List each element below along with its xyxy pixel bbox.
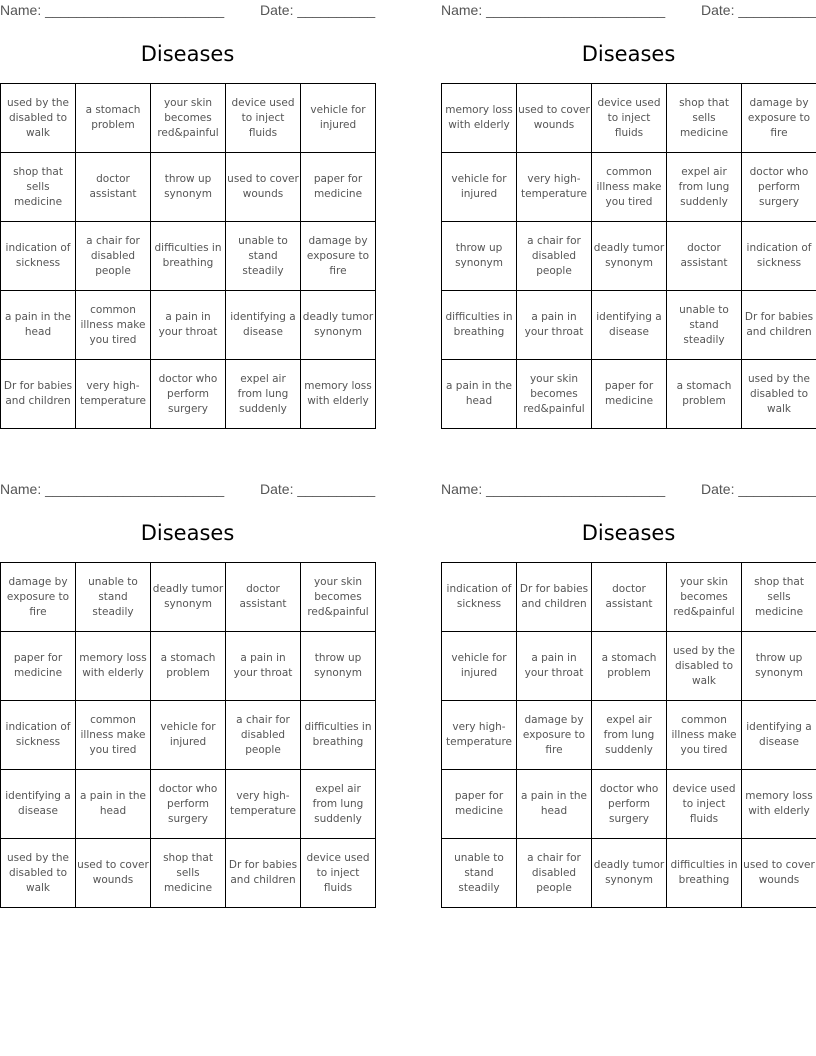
grid-cell: a pain in your throat bbox=[151, 291, 226, 360]
grid-row bbox=[1, 84, 376, 153]
grid-cell: paper for medicine bbox=[442, 770, 517, 839]
grid-cell: indication of sickness bbox=[1, 222, 76, 291]
grid-cell: deadly tumor synonym bbox=[301, 291, 376, 360]
grid-row bbox=[1, 563, 376, 632]
grid-cell: doctor who perform surgery bbox=[742, 153, 816, 222]
bingo-grid bbox=[0, 562, 376, 908]
grid-cell: a stomach problem bbox=[667, 360, 742, 429]
grid-row bbox=[1, 770, 376, 839]
grid-cell: a stomach problem bbox=[76, 84, 151, 153]
grid-cell: memory loss with elderly bbox=[442, 84, 517, 153]
grid-cell: doctor who perform surgery bbox=[151, 770, 226, 839]
grid-cell: very high-temperature bbox=[517, 153, 592, 222]
grid-cell: shop that sells medicine bbox=[151, 839, 226, 908]
grid-cell: used to cover wounds bbox=[226, 153, 301, 222]
grid-cell: difficulties in breathing bbox=[442, 291, 517, 360]
bingo-grid bbox=[0, 83, 376, 429]
grid-cell: doctor assistant bbox=[667, 222, 742, 291]
grid-row bbox=[442, 84, 816, 153]
card-title: Diseases bbox=[581, 521, 676, 545]
grid-cell: shop that sells medicine bbox=[667, 84, 742, 153]
grid-cell: memory loss with elderly bbox=[301, 360, 376, 429]
grid-cell: a pain in your throat bbox=[226, 632, 301, 701]
grid-cell: doctor assistant bbox=[592, 563, 667, 632]
grid-row bbox=[1, 153, 376, 222]
grid-cell: identifying a disease bbox=[592, 291, 667, 360]
grid-cell: your skin becomes red&painful bbox=[151, 84, 226, 153]
grid-row bbox=[442, 839, 816, 908]
grid-cell: memory loss with elderly bbox=[76, 632, 151, 701]
grid-cell: a stomach problem bbox=[592, 632, 667, 701]
bingo-card-3 bbox=[0, 479, 375, 912]
grid-cell: expel air from lung suddenly bbox=[592, 701, 667, 770]
grid-row bbox=[1, 291, 376, 360]
grid-cell: a pain in the head bbox=[442, 360, 517, 429]
grid-cell: damage by exposure to fire bbox=[301, 222, 376, 291]
header-row bbox=[441, 2, 816, 22]
grid-cell: indication of sickness bbox=[742, 222, 816, 291]
grid-cell: shop that sells medicine bbox=[742, 563, 816, 632]
grid-cell: common illness make you tired bbox=[592, 153, 667, 222]
grid-cell: paper for medicine bbox=[301, 153, 376, 222]
grid-cell: Dr for babies and children bbox=[742, 291, 816, 360]
bingo-grid bbox=[441, 83, 816, 429]
grid-cell: device used to inject fluids bbox=[226, 84, 301, 153]
grid-row bbox=[442, 701, 816, 770]
grid-cell: common illness make you tired bbox=[667, 701, 742, 770]
grid-cell: identifying a disease bbox=[226, 291, 301, 360]
grid-cell: identifying a disease bbox=[1, 770, 76, 839]
card-title: Diseases bbox=[581, 42, 676, 66]
grid-cell: Dr for babies and children bbox=[517, 563, 592, 632]
grid-row bbox=[1, 360, 376, 429]
grid-cell: expel air from lung suddenly bbox=[667, 153, 742, 222]
grid-cell: damage by exposure to fire bbox=[1, 563, 76, 632]
grid-cell: difficulties in breathing bbox=[667, 839, 742, 908]
grid-cell: a chair for disabled people bbox=[517, 839, 592, 908]
grid-cell: vehicle for injured bbox=[151, 701, 226, 770]
grid-cell: a pain in the head bbox=[1, 291, 76, 360]
grid-cell: doctor who perform surgery bbox=[592, 770, 667, 839]
grid-cell: paper for medicine bbox=[1, 632, 76, 701]
grid-row bbox=[442, 291, 816, 360]
grid-cell: throw up synonym bbox=[301, 632, 376, 701]
grid-cell: a chair for disabled people bbox=[517, 222, 592, 291]
grid-cell: vehicle for injured bbox=[301, 84, 376, 153]
grid-row bbox=[442, 632, 816, 701]
grid-cell: very high-temperature bbox=[442, 701, 517, 770]
grid-cell: deadly tumor synonym bbox=[151, 563, 226, 632]
card-title: Diseases bbox=[140, 521, 235, 545]
grid-cell: a pain in your throat bbox=[517, 291, 592, 360]
grid-cell: indication of sickness bbox=[1, 701, 76, 770]
grid-cell: indication of sickness bbox=[442, 563, 517, 632]
grid-cell: a pain in your throat bbox=[517, 632, 592, 701]
grid-row bbox=[442, 360, 816, 429]
grid-cell: your skin becomes red&painful bbox=[301, 563, 376, 632]
grid-cell: device used to inject fluids bbox=[667, 770, 742, 839]
grid-cell: a chair for disabled people bbox=[226, 701, 301, 770]
date-field-label: Date: __________ bbox=[701, 2, 816, 18]
grid-cell: a stomach problem bbox=[151, 632, 226, 701]
grid-cell: a chair for disabled people bbox=[76, 222, 151, 291]
grid-cell: Dr for babies and children bbox=[226, 839, 301, 908]
grid-cell: doctor assistant bbox=[76, 153, 151, 222]
grid-cell: device used to inject fluids bbox=[592, 84, 667, 153]
name-field-label: Name: _______________________ bbox=[441, 2, 666, 18]
grid-cell: doctor assistant bbox=[226, 563, 301, 632]
grid-cell: device used to inject fluids bbox=[301, 839, 376, 908]
grid-cell: difficulties in breathing bbox=[151, 222, 226, 291]
grid-row bbox=[1, 701, 376, 770]
grid-cell: damage by exposure to fire bbox=[742, 84, 816, 153]
grid-cell: very high-temperature bbox=[226, 770, 301, 839]
card-title: Diseases bbox=[140, 42, 235, 66]
grid-cell: unable to stand steadily bbox=[226, 222, 301, 291]
grid-cell: paper for medicine bbox=[592, 360, 667, 429]
name-field-label: Name: _______________________ bbox=[0, 481, 225, 497]
grid-cell: unable to stand steadily bbox=[442, 839, 517, 908]
grid-cell: difficulties in breathing bbox=[301, 701, 376, 770]
grid-row bbox=[1, 839, 376, 908]
grid-cell: throw up synonym bbox=[742, 632, 816, 701]
grid-cell: deadly tumor synonym bbox=[592, 222, 667, 291]
header-row bbox=[441, 481, 816, 501]
grid-cell: your skin becomes red&painful bbox=[667, 563, 742, 632]
grid-cell: vehicle for injured bbox=[442, 153, 517, 222]
grid-cell: unable to stand steadily bbox=[76, 563, 151, 632]
header-row bbox=[0, 481, 380, 501]
grid-cell: vehicle for injured bbox=[442, 632, 517, 701]
grid-row bbox=[1, 632, 376, 701]
name-field-label: Name: _______________________ bbox=[0, 2, 225, 18]
date-field-label: Date: __________ bbox=[260, 481, 376, 497]
grid-cell: deadly tumor synonym bbox=[592, 839, 667, 908]
grid-cell: common illness make you tired bbox=[76, 701, 151, 770]
bingo-grid bbox=[441, 562, 816, 908]
grid-cell: damage by exposure to fire bbox=[517, 701, 592, 770]
grid-cell: expel air from lung suddenly bbox=[226, 360, 301, 429]
bingo-card-2 bbox=[441, 0, 816, 433]
grid-cell: unable to stand steadily bbox=[667, 291, 742, 360]
bingo-card-4 bbox=[441, 479, 816, 912]
grid-cell: very high-temperature bbox=[76, 360, 151, 429]
grid-cell: used to cover wounds bbox=[742, 839, 816, 908]
grid-cell: expel air from lung suddenly bbox=[301, 770, 376, 839]
grid-row bbox=[442, 222, 816, 291]
grid-cell: your skin becomes red&painful bbox=[517, 360, 592, 429]
grid-cell: shop that sells medicine bbox=[1, 153, 76, 222]
grid-cell: a pain in the head bbox=[76, 770, 151, 839]
grid-cell: a pain in the head bbox=[517, 770, 592, 839]
grid-cell: throw up synonym bbox=[442, 222, 517, 291]
date-field-label: Date: __________ bbox=[260, 2, 376, 18]
grid-row bbox=[442, 153, 816, 222]
grid-cell: common illness make you tired bbox=[76, 291, 151, 360]
grid-cell: used by the disabled to walk bbox=[742, 360, 816, 429]
grid-cell: used to cover wounds bbox=[517, 84, 592, 153]
grid-cell: throw up synonym bbox=[151, 153, 226, 222]
date-field-label: Date: __________ bbox=[701, 481, 816, 497]
grid-row bbox=[442, 770, 816, 839]
header-row bbox=[0, 2, 380, 22]
grid-row bbox=[442, 563, 816, 632]
grid-cell: identifying a disease bbox=[742, 701, 816, 770]
grid-row bbox=[1, 222, 376, 291]
name-field-label: Name: _______________________ bbox=[441, 481, 666, 497]
bingo-card-1 bbox=[0, 0, 375, 433]
grid-cell: used to cover wounds bbox=[76, 839, 151, 908]
grid-cell: used by the disabled to walk bbox=[1, 839, 76, 908]
grid-cell: used by the disabled to walk bbox=[1, 84, 76, 153]
grid-cell: memory loss with elderly bbox=[742, 770, 816, 839]
grid-cell: used by the disabled to walk bbox=[667, 632, 742, 701]
grid-cell: doctor who perform surgery bbox=[151, 360, 226, 429]
grid-cell: Dr for babies and children bbox=[1, 360, 76, 429]
